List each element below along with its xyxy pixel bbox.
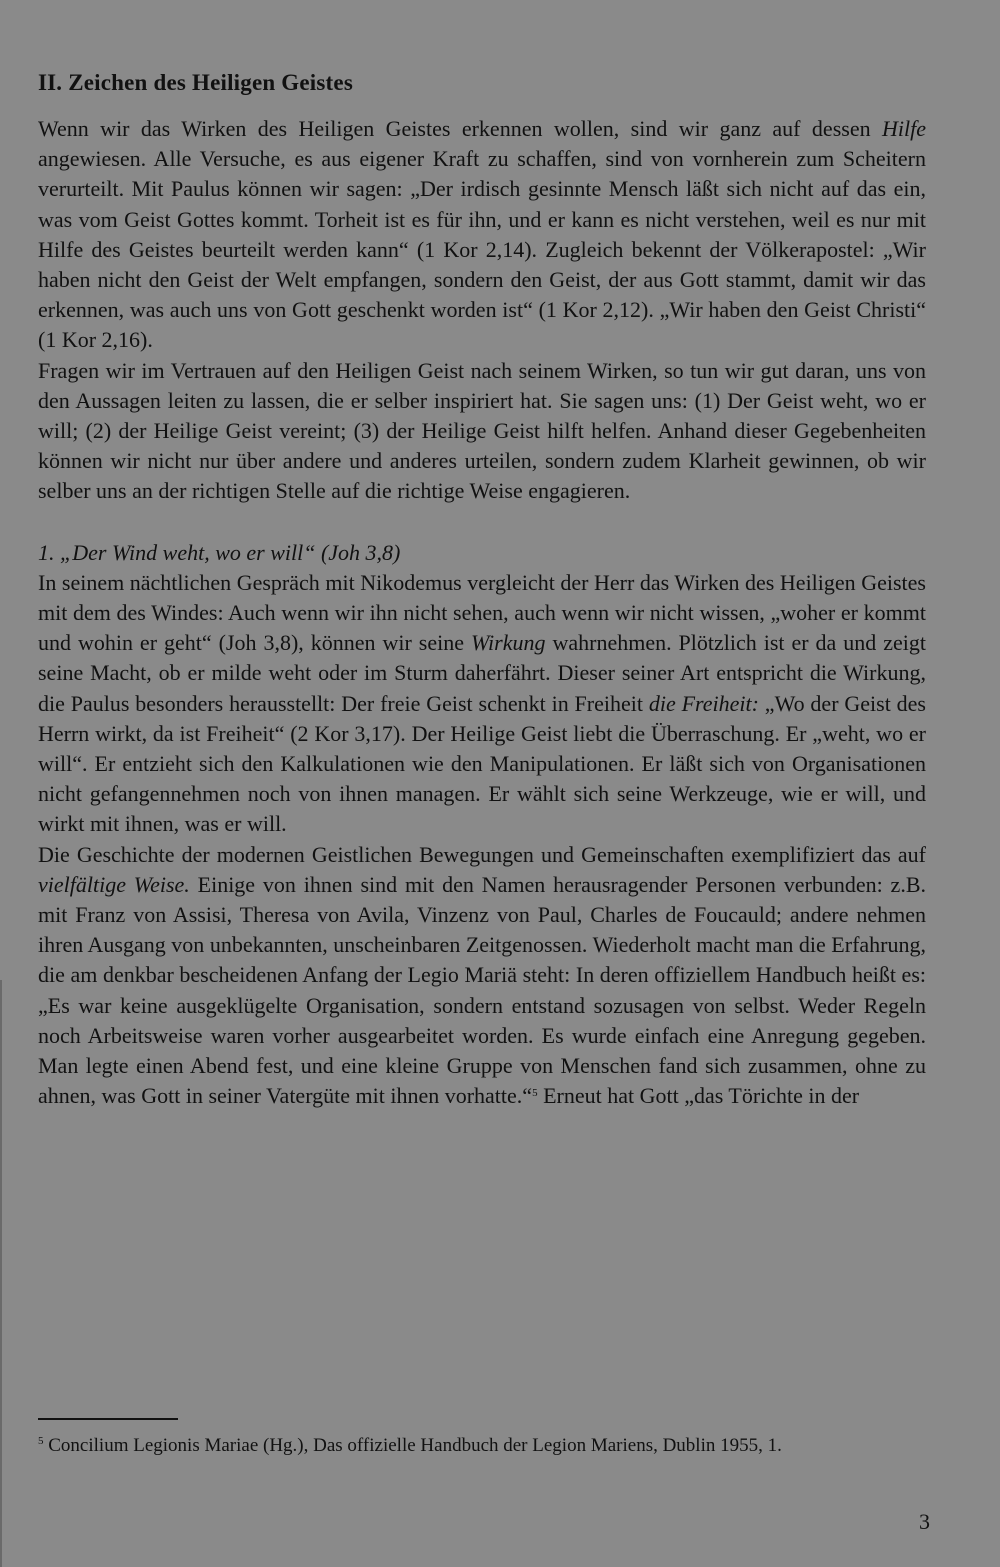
paragraph-1-emphasis: Hilfe	[882, 116, 926, 141]
footnote-marker: 5	[38, 1435, 44, 1447]
paragraph-3	[38, 568, 926, 840]
paragraph-1	[38, 114, 926, 356]
paragraph-4	[38, 840, 926, 1112]
footnote-divider	[38, 1418, 178, 1420]
paragraph-2: Fragen wir im Vertrauen auf den Heiligen Geist nach seinem Wirken, so tun wir gut daran, uns von den Aussagen leiten zu lassen, die er selber inspiriert hat. Sie sagen uns: (1) Der Geist weht, wo er will; (2) der Heilige Geist vereint; (3) der Heilige Geist hilft helfen. Anhand dieser Gegebenheiten können wir nicht nur über andere und anderes urteilen, sondern zudem Klarheit gewinnen, ob wir selber uns an der richtigen Stelle auf die richtige Weise engagieren.	[38, 357, 926, 504]
paragraph-1-text-a: Wenn wir das Wirken des Heiligen Geistes erkennen wollen, sind wir ganz auf dessen	[38, 116, 882, 141]
page-edge-shadow	[0, 980, 2, 1567]
footnote-body	[38, 1432, 930, 1459]
page-number: 3	[919, 1509, 930, 1534]
section-gap	[38, 507, 926, 538]
paragraph-4-emphasis: vielfältige Weise.	[38, 871, 190, 897]
footnote-reference: 5	[532, 1087, 538, 1100]
footnote-text: Concilium Legionis Mariae (Hg.), Das offizielle Handbuch der Legion Mariens, Dublin 1955, 1.	[43, 1435, 782, 1456]
paragraph-3-text-b: wahrnehmen. Plötzlich ist er da und zeigt seine Macht, ob er milde weht oder im Sturm daherfährt. Dieser seiner Art entspricht die Wirkung, die Paulus besonders herausstellt: Der freie Geist schenkt in Freiheit	[38, 630, 926, 716]
paragraph-4-text-b: Einige von ihnen sind mit den Namen herausragender Personen verbunden: z.B. mit Franz von Assisi, Theresa von Avila, Vinzenz von Paul, Charles de Foucauld; andere nehmen ihren Ausgang von unbekannten, unscheinbaren Zeitgenossen. Wiederholt macht man die Erfahrung, die am denkbar bescheidenen Anfang der Legio Mariä steht: In deren offiziellem Handbuch heißt es: „Es war keine ausgeklügelte Organisation, sondern entstand sozusagen von selbst. Weder Regeln noch Arbeitsweise waren vorher ausgearbeitet worden. Es wurde einfach eine Anregung gegeben. Man legte einen Abend fest, und eine kleine Gruppe von Menschen fand sich zusammen, ohne zu ahnen, was Gott in seiner Vatergüte mit ihnen vorhatte.“	[38, 871, 926, 1109]
subsection-heading: 1. „Der Wind weht, wo er will“ (Joh 3,8)	[38, 539, 401, 565]
paragraph-4-text-a: Die Geschichte der modernen Geistlichen Bewegungen und Gemeinschaften exemplifiziert das auf	[38, 841, 926, 867]
paragraph-1-text-b: angewiesen. Alle Versuche, es aus eigener Kraft zu schaffen, sind von vornherein zum Scheitern verurteilt. Mit Paulus können wir sagen: „Der irdisch gesinnte Mensch läßt sich nicht auf das ein, was vom Geist Gottes kommt. Torheit ist es für ihn, und er kann es nicht verstehen, weil es nur mit Hilfe des Geistes beurteilt werden kann“ (1 Kor 2,14). Zugleich bekennt der Völkerapostel: „Wir haben nicht den Geist der Welt empfangen, sondern den Geist, der aus Gott stammt, damit wir das erkennen, was auch uns von Gott geschenkt worden ist“ (1 Kor 2,12). „Wir haben den Geist Christi“ (1 Kor 2,16).	[38, 146, 926, 353]
paragraph-3-text-c: „Wo der Geist des Herrn wirkt, da ist Freiheit“ (2 Kor 3,17). Der Heilige Geist liebt die Überraschung. Er „weht, wo er will“. Er entzieht sich den Kalkulationen wie den Manipulationen. Er läßt sich von Organisationen nicht gefangennehmen noch von ihnen managen. Er wählt sich seine Werkzeuge, wie er will, und wirkt mit ihnen, was er will.	[38, 690, 926, 837]
paragraph-3-emphasis-2: die Freiheit:	[648, 690, 759, 716]
paragraph-3-text-a: In seinem nächtlichen Gespräch mit Nikodemus vergleicht der Herr das Wirken des Heiligen Geistes mit dem des Windes: Auch wenn wir ihn nicht sehen, auch wenn wir nicht wissen, „woher er kommt und wohin er geht“ (Joh 3,8), können wir seine	[38, 569, 926, 656]
section-heading: II. Zeichen des Heiligen Geistes	[38, 70, 353, 95]
body-text	[38, 114, 926, 1112]
paragraph-3-emphasis-1: Wirkung	[470, 630, 546, 656]
paragraph-4-text-c: Erneut hat Gott „das Törichte in der	[537, 1083, 860, 1109]
footnote	[38, 1432, 930, 1459]
